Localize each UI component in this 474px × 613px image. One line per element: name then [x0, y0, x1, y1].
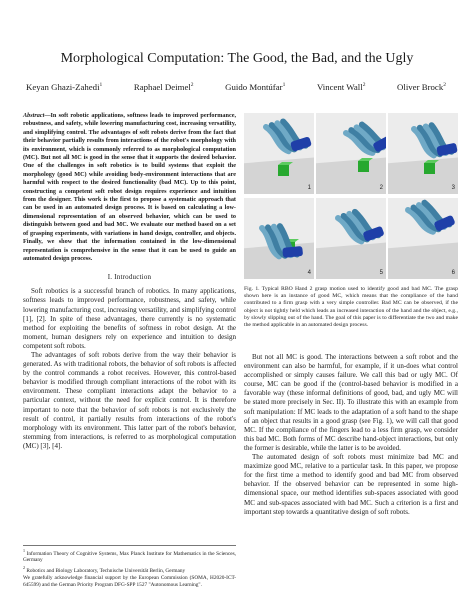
- left-column: [23, 112, 236, 451]
- figure-caption: Fig. 1. Typical RBO Hand 2 grasp motion used to identify good and bad MC. The grasp shown here is an instance of good MC, which means that the compliance of the hand contributed to a firm grasp with a very simple controller. Bad MC can be observed, if the object is not tightly held which leads an increased interaction of the hand and the object, e.g., by slowly slipping out of the hand. The goal of this paper is to differentiate the two and make the method applicable in an automated design process.: [244, 286, 458, 329]
- figure-panel: [316, 198, 386, 279]
- section-heading: I. Introduction: [107, 273, 152, 282]
- figure-panel: [388, 198, 458, 279]
- abstract-text: In soft robotic applications, softness leads to improved performance, robustness, and safety, while lowering manufacturing cost, increasing versatility, and simplifying control. The advantages of soft robots derive from the fact that their behavior partially results from interactions of the robot's morphology with its environment, which is commonly referred to as morphological computation (MC). But not all MC is good in the sense that it supports the desired behavior. One of the challenges in soft robotics is to build systems that exploit the morphology (good MC) while avoiding body-environment interactions that are harmful with respect to the desired functionality (bad MC). Up to this point, constructing a competent soft robot design requires experience and intuition from the designer. This work is the first to propose a systematic approach that can be used in an automated design process. It is based on calculating a low-dimensional representation of an observed behavior, which can be used to distinguish between good and bad MC. We evaluate our method based on a set of grasping experiments, with variations in hand design, controller, and objects. Finally, we show that the information contained in the low-dimensional representation is comprehensive in the sense that it can be used to guide an automated design process.: [23, 112, 236, 262]
- author: Keyan Ghazi-Zahedi$^1$: [26, 81, 103, 92]
- abstract: Abstract—In soft robotic applications, softness leads to improved performance, robustness, and safety, while lowering manufacturing cost, increasing versatility, and simplifying control. The advantages of soft robots derive from the fact that their behavior partially results from interactions of the robot's morphology with its environment, which is commonly referred to as morphological computation (MC). But not all MC is good in the sense that it supports the desired behavior. One of the challenges in soft robotics is to build systems that exploit the morphology (good MC) while avoiding body-environment interactions that are harmful with respect to the desired functionality (bad MC). Up to this point, constructing a competent soft robot design requires experience and intuition from the designer. This work is the first to propose a systematic approach that can be used in an automated design process. It is based on calculating a low-dimensional representation of an observed behavior, which can be used to distinguish between good and bad MC. We evaluate our method based on a set of grasping experiments, with variations in hand design, controller, and objects. Finally, we show that the information contained in the low-dimensional representation is comprehensive in the sense that it can be used to guide an automated design process.: [23, 112, 236, 262]
- right-column: [244, 353, 458, 517]
- grasp-render: [244, 113, 314, 194]
- figure-grasp-sequence: [244, 113, 458, 279]
- abstract-heading: Abstract: [23, 112, 45, 119]
- body-paragraph-2: The automated design of soft robots must minimize bad MC and maximize good MC, relative to a particular task. In this paper, we propose for the first time a method to identify good and bad MC from observed behavior. If the observed behavior can be represented in some high-dimensional space, our method identifies sub-spaces associated with good MC and sub-spaces associated with bad MC. Such a criterion is a first and important step towards a quantitative design of soft robots.: [244, 453, 458, 516]
- grasp-render: [316, 198, 386, 279]
- author-list: [26, 80, 446, 93]
- author: Guido Montúfar$^1$: [225, 81, 286, 92]
- footnotes: [23, 545, 236, 590]
- grasp-render: [316, 113, 386, 194]
- panel-number: 6: [451, 270, 455, 276]
- figure-panel: [244, 198, 314, 279]
- footnote: We gratefully acknowledge financial support by the European Commission (SOMA, H2020-ICT-645599) and the German Priority Program DFG-SPP 1527 "Autonomous Learning".: [23, 575, 236, 588]
- author: Vincent Wall$^2$: [316, 81, 366, 92]
- figure-panel: [316, 113, 386, 194]
- body-paragraph-1: But not all MC is good. The interactions between a soft robot and the environment can also be harmful, for example, if it un-does what control accomplished or simply causes failure. We call this bad or ugly MC. Of course, MC can be good if the (control-based behavior is modified in a favorable way (these informal definitions of good, bad, and ugly MC will be stated more precisely in Sec. II). To illustrate this with an example from soft manipulation: If MC leads to the adaptation of a soft hand to the shape of an object that results in a good grasp (see Fig. 1), we will call that good MC. If the compliance of the fingers lead to a less firm grasp, we consider this bad MC. Both forms of MC describe hand-object interactions, but only the former is desirable, while the latter is to be avoided.: [244, 353, 458, 452]
- grasp-render: [388, 113, 458, 194]
- figure-panel: [388, 113, 458, 194]
- paper-title: Morphological Computation: The Good, the Bad, and the Ugly: [60, 51, 414, 66]
- intro-paragraph-1: Soft robotics is a successful branch of robotics. In many applications, softness leads to improved performance, robustness, and safety, while lowering manufacturing cost, increasing versatility, and simplifying control [1], [2]. In spite of these advantages, there currently is no systematic method for exploiting the benefits of softness in robot design. At the moment, human designers rely on experience and intuition to design competent soft robots.: [23, 287, 236, 350]
- footnote: $^2$ Robotics and Biology Laboratory, Technische Universität Berlin, Germany: [23, 564, 186, 574]
- panel-number: 5: [379, 270, 383, 276]
- panel-number: 3: [451, 185, 455, 191]
- panel-number: 1: [307, 185, 311, 191]
- footnote: $^1$ Information Theory of Cognitive Systems, Max Planck Institute for Mathematics in the Sciences, Germany: [23, 548, 237, 564]
- grasp-render: [244, 198, 314, 279]
- intro-paragraph-2: The advantages of soft robots derive from the way their behavior is generated. As with traditional robots, the behavior of soft robots is affected by the control commands a robot receives. However, this control-based behavior is modified through compliant interactions of the robot with its environment. These compliant interactions adapt the behavior to a particular context, without the need for explicit control. It is therefore important to note that the behavior of soft robots is not exclusively the result of control, it partially results from interactions of the robot's morphology with its environment. This latter part of the robot's behavior, stemming from interactions, is referred to as morphological computation (MC) [3], [4].: [23, 350, 236, 450]
- grasp-render: [388, 198, 458, 279]
- panel-number: 4: [307, 270, 311, 276]
- author: Oliver Brock$^2$: [397, 81, 446, 92]
- author: Raphael Deimel$^2$: [133, 81, 194, 92]
- figure-panel: [244, 113, 314, 194]
- panel-number: 2: [379, 185, 383, 191]
